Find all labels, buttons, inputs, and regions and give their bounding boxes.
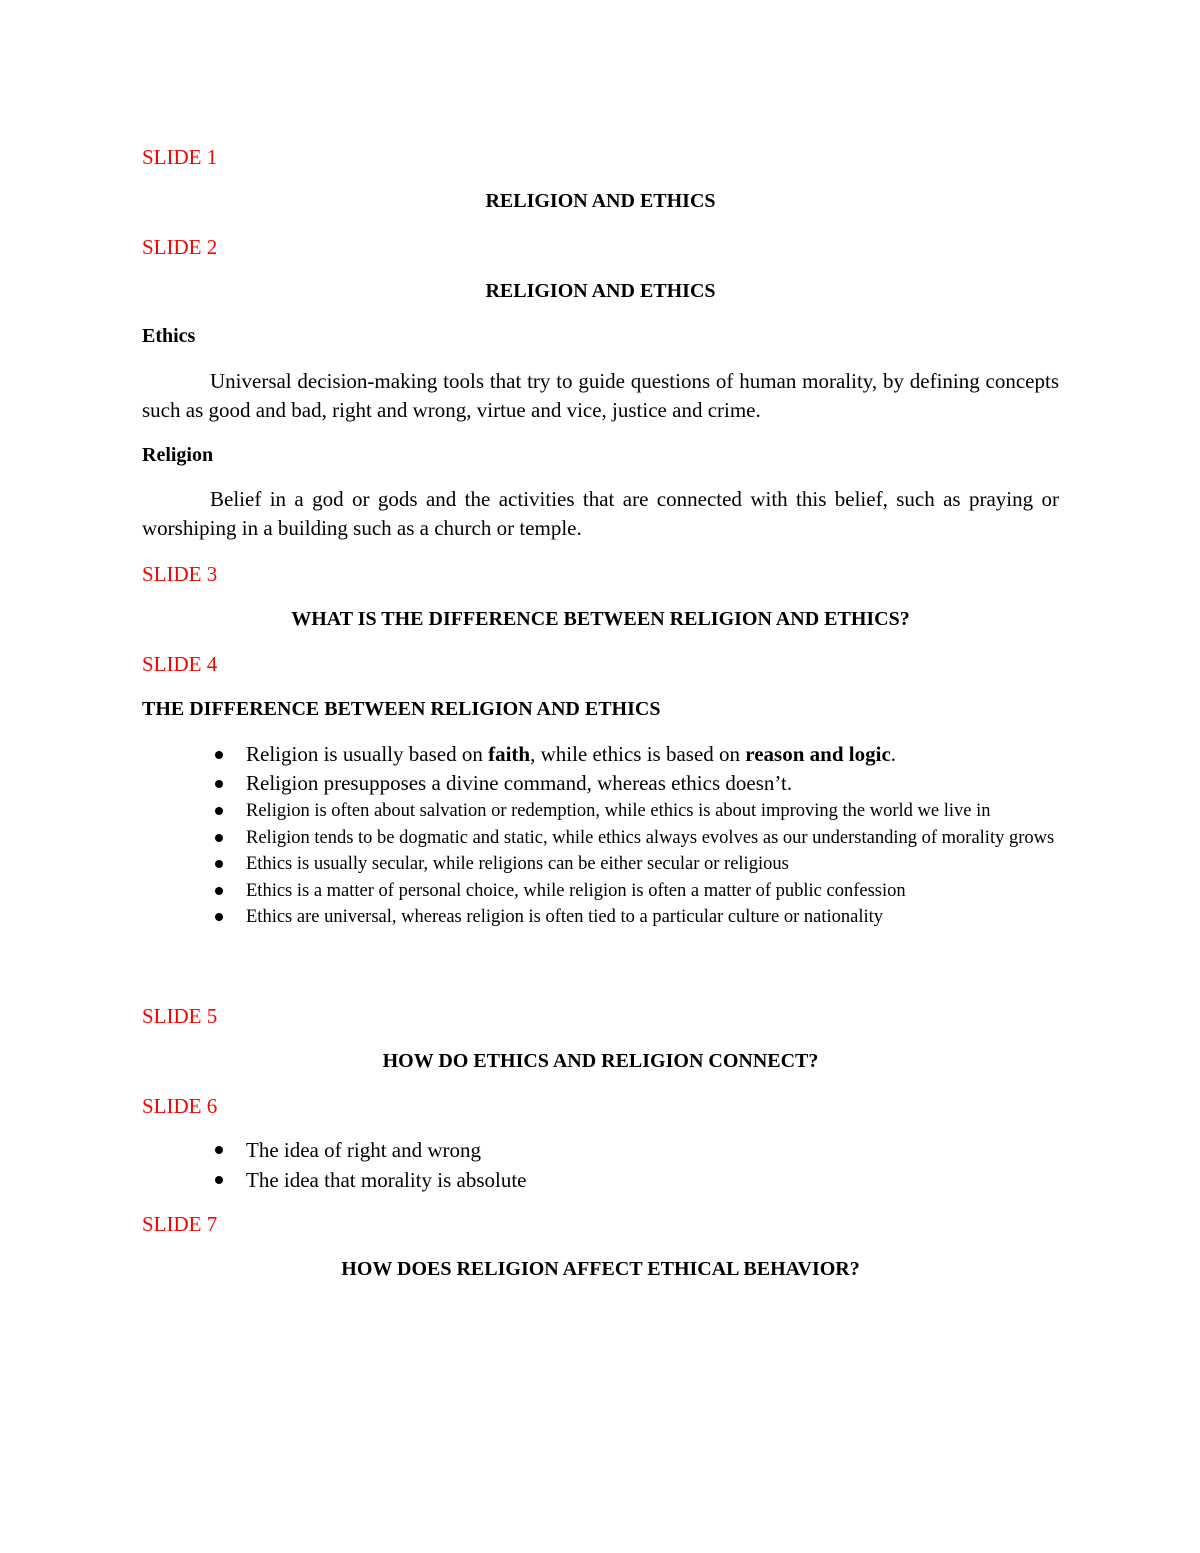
slide-1-label: SLIDE 1 — [142, 145, 218, 169]
ethics-definition: Universal decision-making tools that try to guide questions of human morality, by defining concepts such as good and bad, right and wrong, virtue and vice, justice and crime. — [142, 369, 1059, 422]
bullet-icon — [215, 751, 223, 759]
slide-2-title: RELIGION AND ETHICS — [485, 280, 716, 302]
bullet-icon — [215, 1176, 223, 1184]
list-item: Ethics are universal, whereas religion is often tied to a particular culture or nationality — [142, 904, 1059, 931]
bullet-icon — [215, 913, 223, 921]
slide-4-label: SLIDE 4 — [142, 652, 218, 676]
slide-4-title: THE DIFFERENCE BETWEEN RELIGION AND ETHICS — [142, 698, 661, 720]
bullet-icon — [215, 1146, 223, 1154]
bullet-icon — [215, 834, 223, 842]
slide-4-list-secondary — [142, 798, 1059, 931]
list-item: Ethics is usually secular, while religions can be either secular or religious — [142, 851, 1059, 878]
bullet-icon — [215, 860, 223, 868]
slide-6-label: SLIDE 6 — [142, 1094, 218, 1118]
list-item: The idea that morality is absolute — [142, 1165, 1059, 1195]
religion-heading: Religion — [142, 444, 214, 466]
bullet-icon — [215, 780, 223, 788]
slide-2-label: SLIDE 2 — [142, 235, 218, 259]
list-item: Religion is often about salvation or redemption, while ethics is about improving the world we live in — [142, 798, 1059, 825]
list-item: Religion is usually based on faith, while ethics is based on reason and logic. — [142, 740, 1059, 769]
list-item: Religion presupposes a divine command, whereas ethics doesn’t. — [142, 769, 1059, 798]
slide-7-title: HOW DOES RELIGION AFFECT ETHICAL BEHAVIOR? — [341, 1258, 860, 1280]
slide-4-list-primary — [142, 740, 1059, 798]
slide-1-title: RELIGION AND ETHICS — [485, 190, 716, 212]
bullet-icon — [215, 887, 223, 895]
list-item: Religion tends to be dogmatic and static, while ethics always evolves as our understanding of morality grows — [142, 825, 1059, 852]
slide-5-title: HOW DO ETHICS AND RELIGION CONNECT? — [382, 1050, 819, 1072]
slide-5-label: SLIDE 5 — [142, 1004, 218, 1028]
slide-7-label: SLIDE 7 — [142, 1212, 218, 1236]
slide-3-label: SLIDE 3 — [142, 562, 218, 586]
list-item: The idea of right and wrong — [142, 1135, 1059, 1165]
slide-3-title: WHAT IS THE DIFFERENCE BETWEEN RELIGION AND ETHICS? — [291, 608, 910, 630]
slide-6-list — [142, 1135, 1059, 1195]
list-item: Ethics is a matter of personal choice, while religion is often a matter of public confession — [142, 878, 1059, 905]
ethics-heading: Ethics — [142, 325, 196, 347]
bullet-icon — [215, 807, 223, 815]
religion-definition: Belief in a god or gods and the activities that are connected with this belief, such as praying or worshiping in a building such as a church or temple. — [142, 487, 1059, 540]
